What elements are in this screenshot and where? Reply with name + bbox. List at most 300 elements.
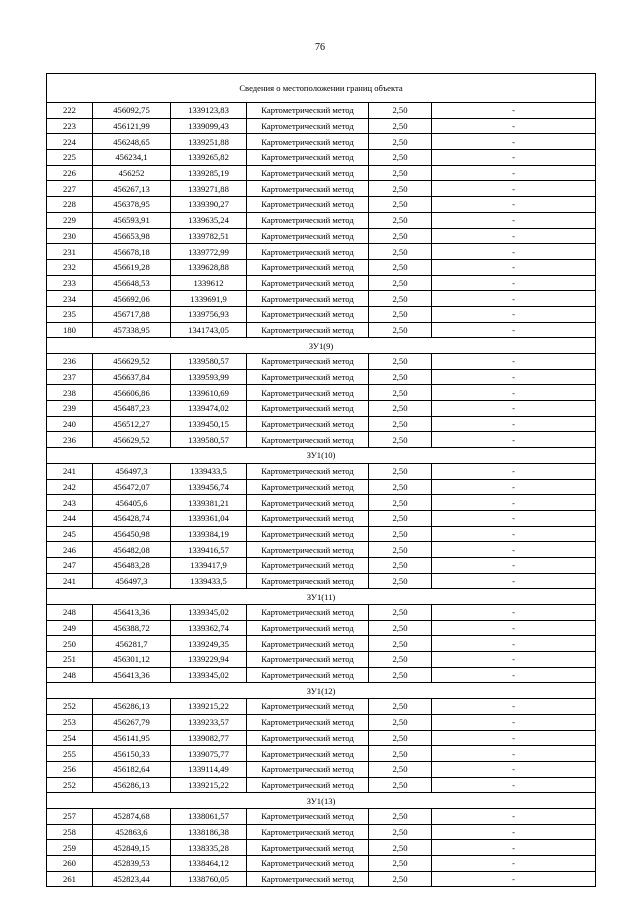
description-cell: - [432, 322, 596, 338]
y-coordinate-cell: 1339271,88 [171, 181, 247, 197]
table-row [47, 463, 596, 479]
x-coordinate-cell: 456405,6 [93, 495, 171, 511]
table-row [47, 291, 596, 307]
table-row [47, 432, 596, 448]
table-header-row [47, 74, 596, 103]
y-coordinate-cell: 1339474,02 [171, 401, 247, 417]
x-coordinate-cell: 452839,53 [93, 856, 171, 872]
y-coordinate-cell: 1339229,94 [171, 652, 247, 668]
table-row [47, 652, 596, 668]
y-coordinate-cell: 1339345,02 [171, 605, 247, 621]
table-row [47, 150, 596, 166]
y-coordinate-cell: 1339416,57 [171, 542, 247, 558]
accuracy-cell: 2,50 [369, 322, 432, 338]
y-coordinate-cell: 1339691,9 [171, 291, 247, 307]
table-row [47, 259, 596, 275]
table-row [47, 730, 596, 746]
y-coordinate-cell: 1338335,28 [171, 840, 247, 856]
accuracy-cell: 2,50 [369, 354, 432, 370]
section-row [47, 683, 596, 699]
table-row [47, 510, 596, 526]
x-coordinate-cell: 456092,75 [93, 103, 171, 119]
point-number-cell: 224 [47, 134, 93, 150]
method-cell: Картометрический метод [247, 228, 369, 244]
x-coordinate-cell: 456648,53 [93, 275, 171, 291]
x-coordinate-cell: 456248,65 [93, 134, 171, 150]
y-coordinate-cell: 1339580,57 [171, 354, 247, 370]
method-cell: Картометрический метод [247, 714, 369, 730]
y-coordinate-cell: 1339593,99 [171, 369, 247, 385]
description-cell: - [432, 542, 596, 558]
table-row [47, 542, 596, 558]
accuracy-cell: 2,50 [369, 542, 432, 558]
y-coordinate-cell: 1339384,19 [171, 526, 247, 542]
description-cell: - [432, 275, 596, 291]
x-coordinate-cell: 456606,86 [93, 385, 171, 401]
x-coordinate-cell: 456281,7 [93, 636, 171, 652]
accuracy-cell: 2,50 [369, 150, 432, 166]
x-coordinate-cell: 456267,13 [93, 181, 171, 197]
description-cell: - [432, 573, 596, 589]
method-cell: Картометрический метод [247, 636, 369, 652]
table-row [47, 197, 596, 213]
y-coordinate-cell: 1339635,24 [171, 212, 247, 228]
point-number-cell: 237 [47, 369, 93, 385]
accuracy-cell: 2,50 [369, 291, 432, 307]
y-coordinate-cell: 1339361,04 [171, 510, 247, 526]
point-number-cell: 234 [47, 291, 93, 307]
y-coordinate-cell: 1339345,02 [171, 667, 247, 683]
x-coordinate-cell: 452863,6 [93, 824, 171, 840]
method-cell: Картометрический метод [247, 134, 369, 150]
method-cell: Картометрический метод [247, 385, 369, 401]
method-cell: Картометрический метод [247, 542, 369, 558]
method-cell: Картометрический метод [247, 824, 369, 840]
accuracy-cell: 2,50 [369, 871, 432, 887]
description-cell: - [432, 118, 596, 134]
method-cell: Картометрический метод [247, 463, 369, 479]
section-row [47, 793, 596, 809]
point-number-cell: 247 [47, 557, 93, 573]
x-coordinate-cell: 456378,95 [93, 197, 171, 213]
y-coordinate-cell: 1339099,43 [171, 118, 247, 134]
y-coordinate-cell: 1339450,15 [171, 416, 247, 432]
table-row [47, 228, 596, 244]
y-coordinate-cell: 1338186,38 [171, 824, 247, 840]
method-cell: Картометрический метод [247, 291, 369, 307]
x-coordinate-cell: 456497,3 [93, 573, 171, 589]
description-cell: - [432, 777, 596, 793]
y-coordinate-cell: 1339612 [171, 275, 247, 291]
point-number-cell: 251 [47, 652, 93, 668]
table-row [47, 808, 596, 824]
y-coordinate-cell: 1339285,19 [171, 165, 247, 181]
table-row [47, 636, 596, 652]
y-coordinate-cell: 1339628,88 [171, 259, 247, 275]
point-number-cell: 261 [47, 871, 93, 887]
section-row [47, 589, 596, 605]
accuracy-cell: 2,50 [369, 526, 432, 542]
accuracy-cell: 2,50 [369, 808, 432, 824]
x-coordinate-cell: 452849,15 [93, 840, 171, 856]
x-coordinate-cell: 456450,98 [93, 526, 171, 542]
point-number-cell: 248 [47, 605, 93, 621]
point-number-cell: 232 [47, 259, 93, 275]
x-coordinate-cell: 456413,36 [93, 605, 171, 621]
table-row [47, 181, 596, 197]
section-title: ЗУ1(12) [47, 683, 596, 699]
y-coordinate-cell: 1339114,49 [171, 761, 247, 777]
point-number-cell: 254 [47, 730, 93, 746]
accuracy-cell: 2,50 [369, 244, 432, 260]
y-coordinate-cell: 1339381,21 [171, 495, 247, 511]
description-cell: - [432, 228, 596, 244]
x-coordinate-cell: 456472,07 [93, 479, 171, 495]
x-coordinate-cell: 456653,98 [93, 228, 171, 244]
x-coordinate-cell: 456286,13 [93, 777, 171, 793]
x-coordinate-cell: 456497,3 [93, 463, 171, 479]
method-cell: Картометрический метод [247, 275, 369, 291]
y-coordinate-cell: 1339215,22 [171, 699, 247, 715]
point-number-cell: 180 [47, 322, 93, 338]
description-cell: - [432, 212, 596, 228]
point-number-cell: 257 [47, 808, 93, 824]
x-coordinate-cell: 456301,12 [93, 652, 171, 668]
table-row [47, 667, 596, 683]
table-row [47, 746, 596, 762]
description-cell: - [432, 463, 596, 479]
page-number: 76 [315, 42, 325, 53]
accuracy-cell: 2,50 [369, 652, 432, 668]
x-coordinate-cell: 456252 [93, 165, 171, 181]
table-row [47, 479, 596, 495]
method-cell: Картометрический метод [247, 322, 369, 338]
description-cell: - [432, 808, 596, 824]
accuracy-cell: 2,50 [369, 510, 432, 526]
x-coordinate-cell: 456141,95 [93, 730, 171, 746]
accuracy-cell: 2,50 [369, 620, 432, 636]
table-row [47, 103, 596, 119]
method-cell: Картометрический метод [247, 510, 369, 526]
description-cell: - [432, 824, 596, 840]
accuracy-cell: 2,50 [369, 573, 432, 589]
table-row [47, 416, 596, 432]
point-number-cell: 253 [47, 714, 93, 730]
table-row [47, 118, 596, 134]
table-row [47, 306, 596, 322]
accuracy-cell: 2,50 [369, 856, 432, 872]
accuracy-cell: 2,50 [369, 416, 432, 432]
point-number-cell: 235 [47, 306, 93, 322]
accuracy-cell: 2,50 [369, 401, 432, 417]
x-coordinate-cell: 456483,28 [93, 557, 171, 573]
point-number-cell: 245 [47, 526, 93, 542]
method-cell: Картометрический метод [247, 354, 369, 370]
y-coordinate-cell: 1339433,5 [171, 573, 247, 589]
y-coordinate-cell: 1339756,93 [171, 306, 247, 322]
description-cell: - [432, 730, 596, 746]
y-coordinate-cell: 1338760,05 [171, 871, 247, 887]
y-coordinate-cell: 1339251,88 [171, 134, 247, 150]
y-coordinate-cell: 1339456,74 [171, 479, 247, 495]
x-coordinate-cell: 456234,1 [93, 150, 171, 166]
table-row [47, 401, 596, 417]
description-cell: - [432, 244, 596, 260]
x-coordinate-cell: 456428,74 [93, 510, 171, 526]
method-cell: Картометрический метод [247, 118, 369, 134]
method-cell: Картометрический метод [247, 557, 369, 573]
point-number-cell: 233 [47, 275, 93, 291]
section-row [47, 338, 596, 354]
method-cell: Картометрический метод [247, 652, 369, 668]
point-number-cell: 240 [47, 416, 93, 432]
point-number-cell: 241 [47, 463, 93, 479]
method-cell: Картометрический метод [247, 856, 369, 872]
method-cell: Картометрический метод [247, 306, 369, 322]
accuracy-cell: 2,50 [369, 275, 432, 291]
description-cell: - [432, 181, 596, 197]
accuracy-cell: 2,50 [369, 369, 432, 385]
x-coordinate-cell: 456593,91 [93, 212, 171, 228]
accuracy-cell: 2,50 [369, 605, 432, 621]
point-number-cell: 222 [47, 103, 93, 119]
y-coordinate-cell: 1338061,57 [171, 808, 247, 824]
table-row [47, 495, 596, 511]
point-number-cell: 227 [47, 181, 93, 197]
description-cell: - [432, 385, 596, 401]
method-cell: Картометрический метод [247, 369, 369, 385]
description-cell: - [432, 652, 596, 668]
accuracy-cell: 2,50 [369, 667, 432, 683]
table-row [47, 605, 596, 621]
point-number-cell: 252 [47, 777, 93, 793]
section-title: ЗУ1(9) [47, 338, 596, 354]
description-cell: - [432, 667, 596, 683]
description-cell: - [432, 495, 596, 511]
table-row [47, 354, 596, 370]
description-cell: - [432, 354, 596, 370]
accuracy-cell: 2,50 [369, 495, 432, 511]
point-number-cell: 241 [47, 573, 93, 589]
method-cell: Картометрический метод [247, 667, 369, 683]
boundary-table [46, 73, 596, 887]
x-coordinate-cell: 456637,84 [93, 369, 171, 385]
point-number-cell: 238 [47, 385, 93, 401]
x-coordinate-cell: 456388,72 [93, 620, 171, 636]
point-number-cell: 225 [47, 150, 93, 166]
accuracy-cell: 2,50 [369, 636, 432, 652]
accuracy-cell: 2,50 [369, 134, 432, 150]
method-cell: Картометрический метод [247, 416, 369, 432]
accuracy-cell: 2,50 [369, 181, 432, 197]
y-coordinate-cell: 1339123,83 [171, 103, 247, 119]
table-row [47, 840, 596, 856]
x-coordinate-cell: 456717,88 [93, 306, 171, 322]
section-title: ЗУ1(10) [47, 448, 596, 464]
accuracy-cell: 2,50 [369, 197, 432, 213]
accuracy-cell: 2,50 [369, 557, 432, 573]
point-number-cell: 228 [47, 197, 93, 213]
point-number-cell: 258 [47, 824, 93, 840]
x-coordinate-cell: 452823,44 [93, 871, 171, 887]
method-cell: Картометрический метод [247, 401, 369, 417]
x-coordinate-cell: 456413,36 [93, 667, 171, 683]
description-cell: - [432, 103, 596, 119]
y-coordinate-cell: 1339249,35 [171, 636, 247, 652]
table-row [47, 557, 596, 573]
method-cell: Картометрический метод [247, 150, 369, 166]
table-row [47, 212, 596, 228]
description-cell: - [432, 557, 596, 573]
point-number-cell: 243 [47, 495, 93, 511]
y-coordinate-cell: 1339362,74 [171, 620, 247, 636]
accuracy-cell: 2,50 [369, 714, 432, 730]
table-row [47, 244, 596, 260]
x-coordinate-cell: 456512,27 [93, 416, 171, 432]
description-cell: - [432, 526, 596, 542]
y-coordinate-cell: 1339265,82 [171, 150, 247, 166]
method-cell: Картометрический метод [247, 746, 369, 762]
description-cell: - [432, 432, 596, 448]
y-coordinate-cell: 1339433,5 [171, 463, 247, 479]
accuracy-cell: 2,50 [369, 432, 432, 448]
y-coordinate-cell: 1339082,77 [171, 730, 247, 746]
y-coordinate-cell: 1339215,22 [171, 777, 247, 793]
point-number-cell: 256 [47, 761, 93, 777]
point-number-cell: 231 [47, 244, 93, 260]
table-row [47, 620, 596, 636]
method-cell: Картометрический метод [247, 244, 369, 260]
x-coordinate-cell: 456692,06 [93, 291, 171, 307]
accuracy-cell: 2,50 [369, 212, 432, 228]
accuracy-cell: 2,50 [369, 463, 432, 479]
accuracy-cell: 2,50 [369, 479, 432, 495]
point-number-cell: 249 [47, 620, 93, 636]
description-cell: - [432, 150, 596, 166]
point-number-cell: 236 [47, 432, 93, 448]
x-coordinate-cell: 456267,79 [93, 714, 171, 730]
point-number-cell: 239 [47, 401, 93, 417]
method-cell: Картометрический метод [247, 620, 369, 636]
y-coordinate-cell: 1339233,57 [171, 714, 247, 730]
section-title: ЗУ1(11) [47, 589, 596, 605]
point-number-cell: 252 [47, 699, 93, 715]
table-row [47, 824, 596, 840]
point-number-cell: 259 [47, 840, 93, 856]
x-coordinate-cell: 456629,52 [93, 354, 171, 370]
method-cell: Картометрический метод [247, 495, 369, 511]
table-row [47, 322, 596, 338]
description-cell: - [432, 291, 596, 307]
method-cell: Картометрический метод [247, 699, 369, 715]
x-coordinate-cell: 456121,99 [93, 118, 171, 134]
y-coordinate-cell: 1338464,12 [171, 856, 247, 872]
x-coordinate-cell: 457338,95 [93, 322, 171, 338]
y-coordinate-cell: 1341743,05 [171, 322, 247, 338]
point-number-cell: 250 [47, 636, 93, 652]
description-cell: - [432, 479, 596, 495]
accuracy-cell: 2,50 [369, 699, 432, 715]
table-row [47, 134, 596, 150]
x-coordinate-cell: 456182,64 [93, 761, 171, 777]
x-coordinate-cell: 456482,08 [93, 542, 171, 558]
table-row [47, 526, 596, 542]
accuracy-cell: 2,50 [369, 824, 432, 840]
description-cell: - [432, 259, 596, 275]
section-title: ЗУ1(13) [47, 793, 596, 809]
point-number-cell: 223 [47, 118, 93, 134]
table-row [47, 699, 596, 715]
description-cell: - [432, 761, 596, 777]
description-cell: - [432, 699, 596, 715]
table-row [47, 385, 596, 401]
table-row [47, 871, 596, 887]
accuracy-cell: 2,50 [369, 228, 432, 244]
description-cell: - [432, 165, 596, 181]
method-cell: Картометрический метод [247, 526, 369, 542]
point-number-cell: 255 [47, 746, 93, 762]
method-cell: Картометрический метод [247, 573, 369, 589]
accuracy-cell: 2,50 [369, 259, 432, 275]
point-number-cell: 229 [47, 212, 93, 228]
method-cell: Картометрический метод [247, 432, 369, 448]
point-number-cell: 260 [47, 856, 93, 872]
description-cell: - [432, 636, 596, 652]
accuracy-cell: 2,50 [369, 103, 432, 119]
table-header: Сведения о местоположении границ объекта [47, 74, 596, 103]
description-cell: - [432, 605, 596, 621]
point-number-cell: 246 [47, 542, 93, 558]
accuracy-cell: 2,50 [369, 840, 432, 856]
point-number-cell: 236 [47, 354, 93, 370]
y-coordinate-cell: 1339772,99 [171, 244, 247, 260]
description-cell: - [432, 197, 596, 213]
description-cell: - [432, 871, 596, 887]
method-cell: Картометрический метод [247, 479, 369, 495]
y-coordinate-cell: 1339417,9 [171, 557, 247, 573]
table-row [47, 275, 596, 291]
description-cell: - [432, 746, 596, 762]
accuracy-cell: 2,50 [369, 761, 432, 777]
method-cell: Картометрический метод [247, 103, 369, 119]
table-row [47, 165, 596, 181]
x-coordinate-cell: 452874,68 [93, 808, 171, 824]
description-cell: - [432, 714, 596, 730]
table-row [47, 573, 596, 589]
description-cell: - [432, 856, 596, 872]
accuracy-cell: 2,50 [369, 165, 432, 181]
accuracy-cell: 2,50 [369, 385, 432, 401]
y-coordinate-cell: 1339610,69 [171, 385, 247, 401]
description-cell: - [432, 840, 596, 856]
description-cell: - [432, 510, 596, 526]
table-row [47, 369, 596, 385]
description-cell: - [432, 401, 596, 417]
method-cell: Картометрический метод [247, 840, 369, 856]
table-body [47, 74, 596, 887]
accuracy-cell: 2,50 [369, 730, 432, 746]
x-coordinate-cell: 456150,33 [93, 746, 171, 762]
description-cell: - [432, 620, 596, 636]
method-cell: Картометрический метод [247, 730, 369, 746]
y-coordinate-cell: 1339580,57 [171, 432, 247, 448]
accuracy-cell: 2,50 [369, 777, 432, 793]
point-number-cell: 226 [47, 165, 93, 181]
table-row [47, 761, 596, 777]
description-cell: - [432, 134, 596, 150]
point-number-cell: 248 [47, 667, 93, 683]
section-row [47, 448, 596, 464]
